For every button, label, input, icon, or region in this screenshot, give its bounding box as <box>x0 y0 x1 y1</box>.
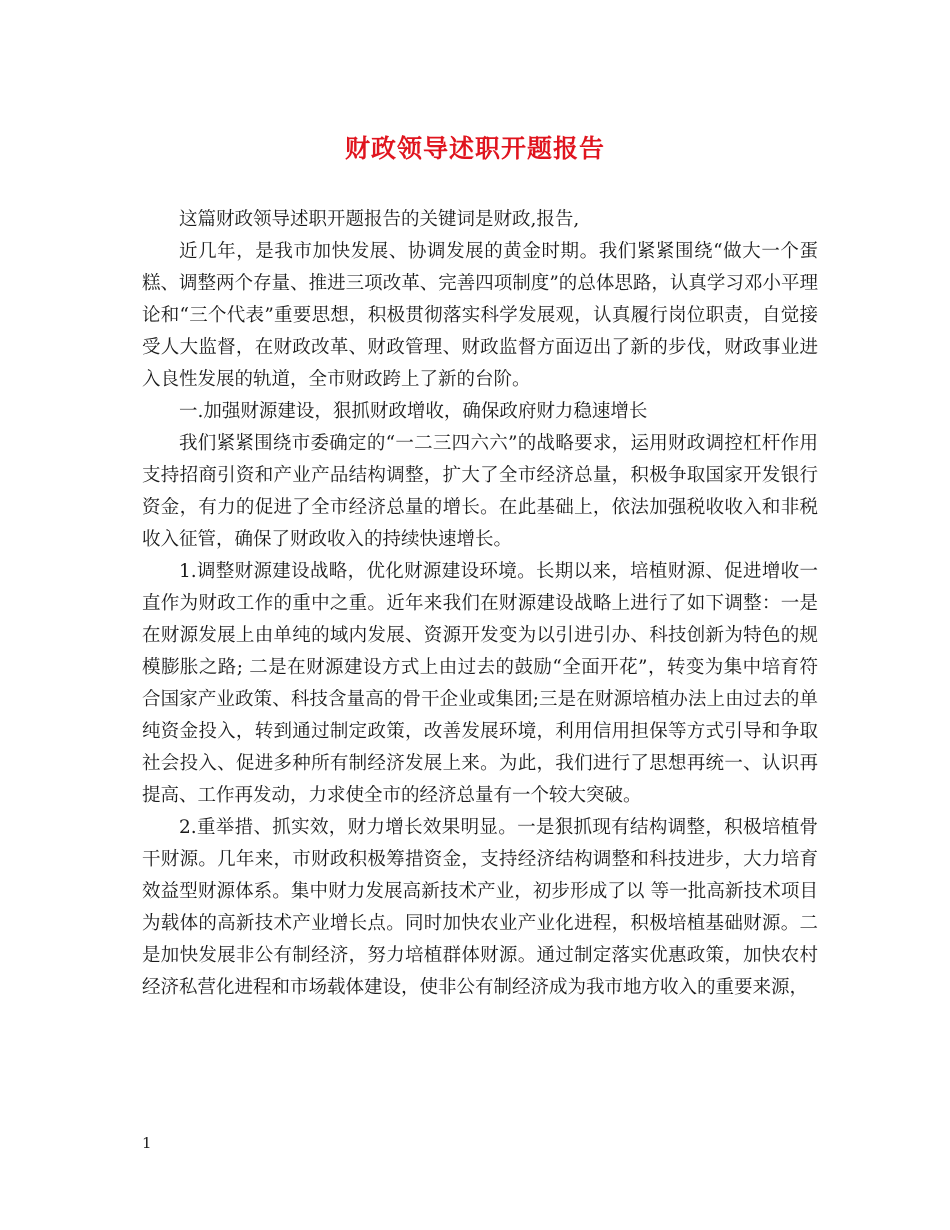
paragraph-point-2: 2.重举措、抓实效，财力增长效果明显。一是狠抓现有结构调整，积极培植骨干财源。几年来，市财政积极筹措资金，支持经济结构调整和科技进步，大力培育效益型财源体系。集中财力发展高新技术产业，初步形成了以 等一批高新技术项目为载体的高新技术产业增长点。同时加快农业产业化进程，积极培植基础财源。二是加快发展非公有制经济，努力培植群体财源。通过制定落实优惠政策，加快农村经济私营化进程和市场载体建设，使非公有制经济成为我市地方收入的重要来源， <box>142 817 818 998</box>
document-body <box>142 204 818 1004</box>
paragraph-point-1: 1.调整财源建设战略，优化财源建设环境。长期以来，培植财源、促进增收一直作为财政工作的重中之重。近年来我们在财源建设战略上进行了如下调整：一是在财源发展上由单纯的域内发展、资源开发变为以引进引办、科技创新为特色的规模膨胀之路; 二是在财源建设方式上由过去的鼓励“全面开花”，转变为集中培育符合国家产业政策、科技含量高的骨干企业或集团;三是在财源培植办法上由过去的单纯资金投入，转到通过制定政策，改善发展环境，利用信用担保等方式引导和争取社会投入、促进多种所有制经济发展上来。为此，我们进行了思想再统一、认识再提高、工作再发动，力求使全市的经济总量有一个较大突破。 <box>142 561 818 806</box>
page-number: 1 <box>142 1134 152 1152</box>
paragraph-intro: 近几年，是我市加快发展、协调发展的黄金时期。我们紧紧围绕“做大一个蛋糕、调整两个存量、推进三项改革、完善四项制度”的总体思路，认真学习邓小平理论和“三个代表”重要思想，积极贯彻落实科学发展观，认真履行岗位职责，自觉接受人大监督，在财政改革、财政管理、财政监督方面迈出了新的步伐，财政事业进入良性发展的轨道，全市财政跨上了新的台阶。 <box>142 241 818 390</box>
paragraph-keywords: 这篇财政领导述职开题报告的关键词是财政,报告, <box>179 209 580 230</box>
paragraph-section-1: 我们紧紧围绕市委确定的“一二三四六六”的战略要求，运用财政调控杠杆作用支持招商引资和产业产品结构调整，扩大了全市经济总量，积极争取国家开发银行资金，有力的促进了全市经济总量的增长。在此基础上，依法加强税收收入和非税收入征管，确保了财政收入的持续快速增长。 <box>142 433 818 550</box>
section-heading-1: 一.加强财源建设，狠抓财政增收，确保政府财力稳速增长 <box>179 401 648 422</box>
document-title: 财政领导述职开题报告 <box>344 134 605 163</box>
